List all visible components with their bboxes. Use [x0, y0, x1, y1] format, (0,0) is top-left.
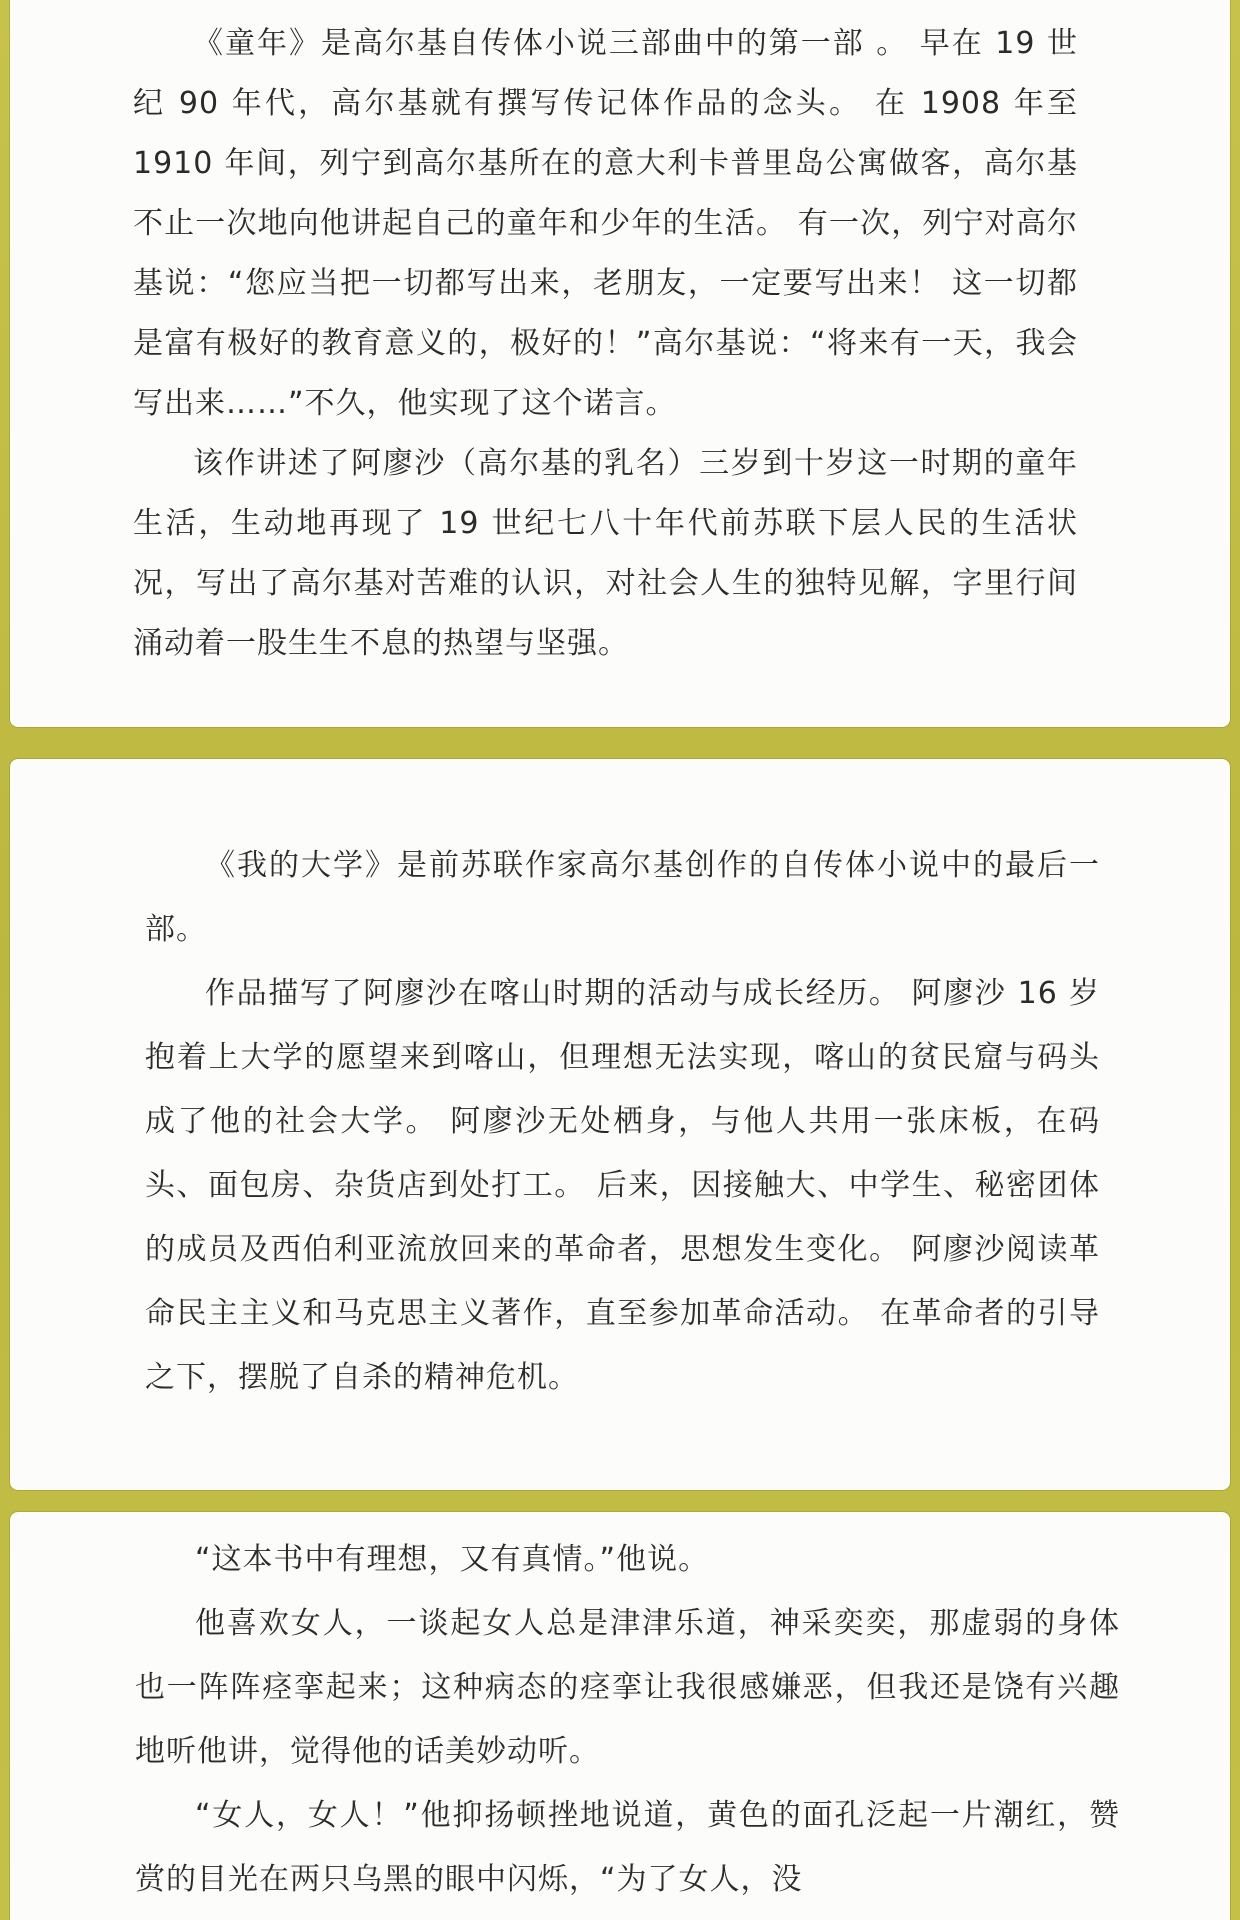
excerpt-card-my-universities	[10, 759, 1230, 1490]
paragraph: “这本书中有理想，又有真情。”他说。	[195, 1542, 710, 1577]
paragraph: 作品描写了阿廖沙在喀山时期的活动与成长经历。 阿廖沙 16 岁抱着上大学的愿望来到喀山，但理想无法实现，喀山的贫民窟与码头成了他的社会大学。 阿廖沙无处栖身，与他人共用一张床板，在码头、面包房、杂货店到处打工。 后来，因接触大、中学生、秘密团体的成员及西伯利亚流放回来的革命者，思想发生变化。 阿廖沙阅读革命民主主义和马克思主义著作，直至参加革命活动。 在革命者的引导之下，摆脱了自杀的精神危机。	[145, 976, 1100, 1395]
paragraph: 《童年》是高尔基自传体小说三部曲中的第一部 。 早在 19 世纪 90 年代，高尔基就有撰写传记体作品的念头。 在 1908 年至 1910 年间，列宁到高尔基所在的意大利卡普里岛公寓做客，高尔基不止一次地向他讲起自己的童年和少年的生活。 有一次，列宁对高尔基说：“您应当把一切都写出来，老朋友，一定要写出来！ 这一切都是富有极好的教育意义的，极好的！”高尔基说：“将来有一天，我会写出来……”不久，他实现了这个诺言。	[133, 26, 1078, 421]
excerpt-text	[133, 14, 1078, 674]
paragraph: 该作讲述了阿廖沙（高尔基的乳名）三岁到十岁这一时期的童年生活，生动地再现了 19 世纪七八十年代前苏联下层人民的生活状况，写出了高尔基对苦难的认识，对社会人生的独特见解，字里行间涌动着一股生生不息的热望与坚强。	[133, 446, 1078, 661]
excerpt-card-childhood	[10, 0, 1230, 727]
paragraph: 他喜欢女人，一谈起女人总是津津乐道，神采奕奕，那虚弱的身体也一阵阵痉挛起来；这种病态的痉挛让我很感嫌恶，但我还是饶有兴趣地听他讲，觉得他的话美妙动听。	[135, 1606, 1120, 1769]
excerpt-text	[135, 1528, 1120, 1912]
excerpt-text	[145, 834, 1100, 1410]
excerpt-card-novel-passage	[10, 1512, 1230, 1920]
paragraph: “女人，女人！”他抑扬顿挫地说道，黄色的面孔泛起一片潮红，赞赏的目光在两只乌黑的眼中闪烁，“为了女人，没	[135, 1798, 1120, 1897]
paragraph: 《我的大学》是前苏联作家高尔基创作的自传体小说中的最后一部。	[145, 848, 1100, 947]
